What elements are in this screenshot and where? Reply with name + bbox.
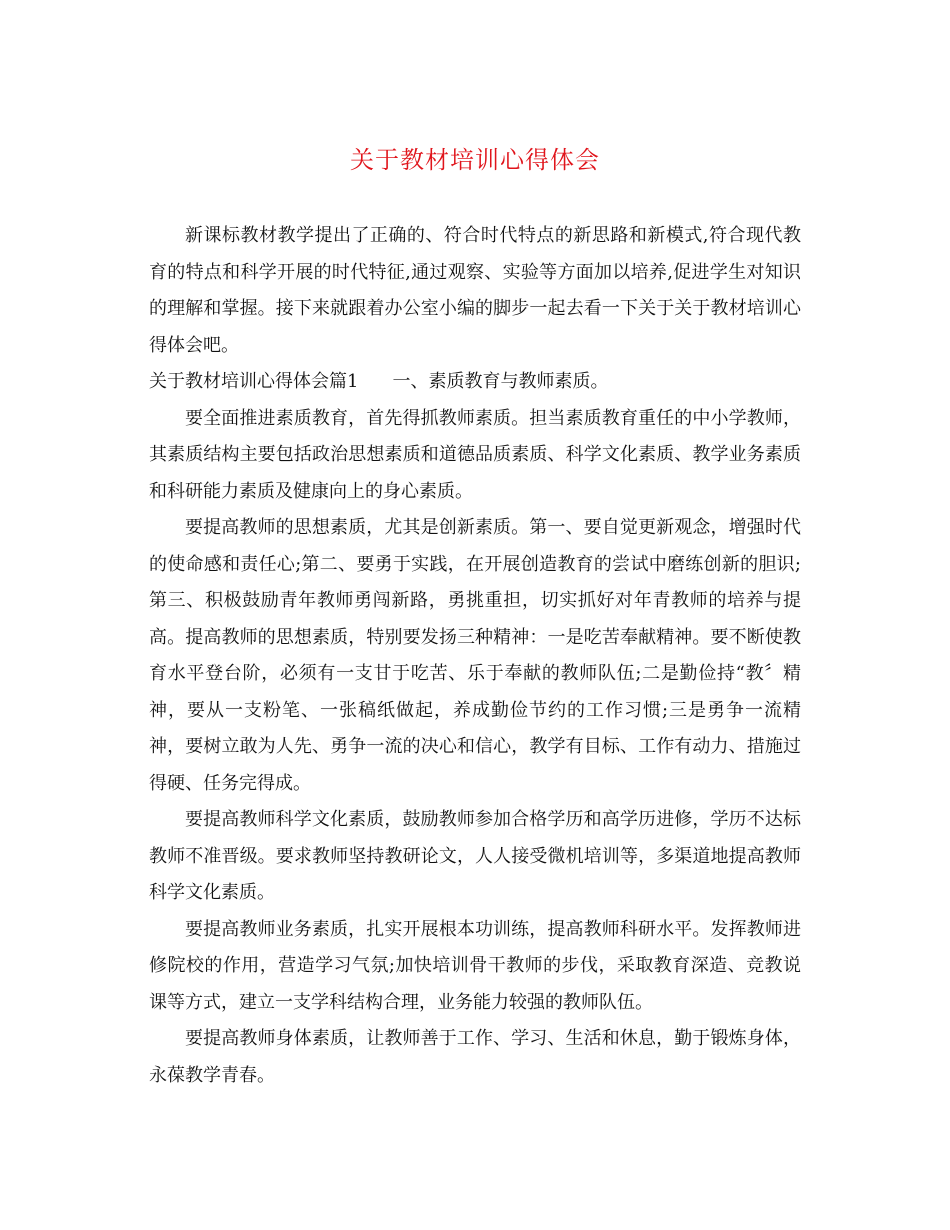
- body-paragraph: 要提高教师业务素质，扎实开展根本功训练，提高教师科研水平。发挥教师进修院校的作用，营造学习气氛;加快培训骨干教师的步伐，采取教育深造、竞教说课等方式，建立一支学科结构合理，业务能力较强的教师队伍。: [149, 918, 801, 1013]
- body-paragraph: 要提高教师的思想素质，尤其是创新素质。第一、要自觉更新观念，增强时代的使命感和责任心;第二、要勇于实践，在开展创造教育的尝试中磨练创新的胆识;第三、积极鼓励青年教师勇闯新路，勇挑重担，切实抓好对年青教师的培养与提高。提高教师的思想素质，特别要发扬三种精神：一是吃苦奉献精神。要不断使教育水平登台阶，必须有一支甘于吃苦、乐于奉献的教师队伍;二是勤俭持“教〞精神，要从一支粉笔、一张稿纸做起，养成勤俭节约的工作习惯;三是勇争一流精神，要树立敢为人先、勇争一流的决心和信心，教学有目标、工作有动力、措施过得硬、任务完得成。: [149, 517, 801, 794]
- body-paragraph: 要提高教师身体素质，让教师善于工作、学习、生活和休息，勤于锻炼身体，永葆教学青春。: [149, 1028, 801, 1086]
- section-heading: 一、素质教育与教师素质。: [392, 371, 609, 392]
- body-paragraph: 要提高教师科学文化素质，鼓励教师参加合格学历和高学历进修，学历不达标教师不准晋级。要求教师坚持教研论文，人人接受微机培训等，多渠道地提高教师科学文化素质。: [149, 809, 801, 903]
- document-title: 关于教材培训心得体会: [350, 146, 600, 174]
- section-label: 关于教材培训心得体会篇1: [149, 371, 359, 392]
- body-paragraph: 要全面推进素质教育，首先得抓教师素质。担当素质教育重任的中小学教师，其素质结构主要包括政治思想素质和道德品质素质、科学文化素质、教学业务素质和科研能力素质及健康向上的身心素质。: [149, 407, 801, 502]
- section-heading-line: [149, 364, 801, 401]
- intro-paragraph: 新课标教材教学提出了正确的、符合时代特点的新思路和新模式,符合现代教育的特点和科学开展的时代特征,通过观察、实验等方面加以培养,促进学生对知识的理解和掌握。接下来就跟着办公室小编的脚步一起去看一下关于关于教材培训心得体会吧。: [149, 225, 801, 356]
- document-body: [149, 218, 801, 1094]
